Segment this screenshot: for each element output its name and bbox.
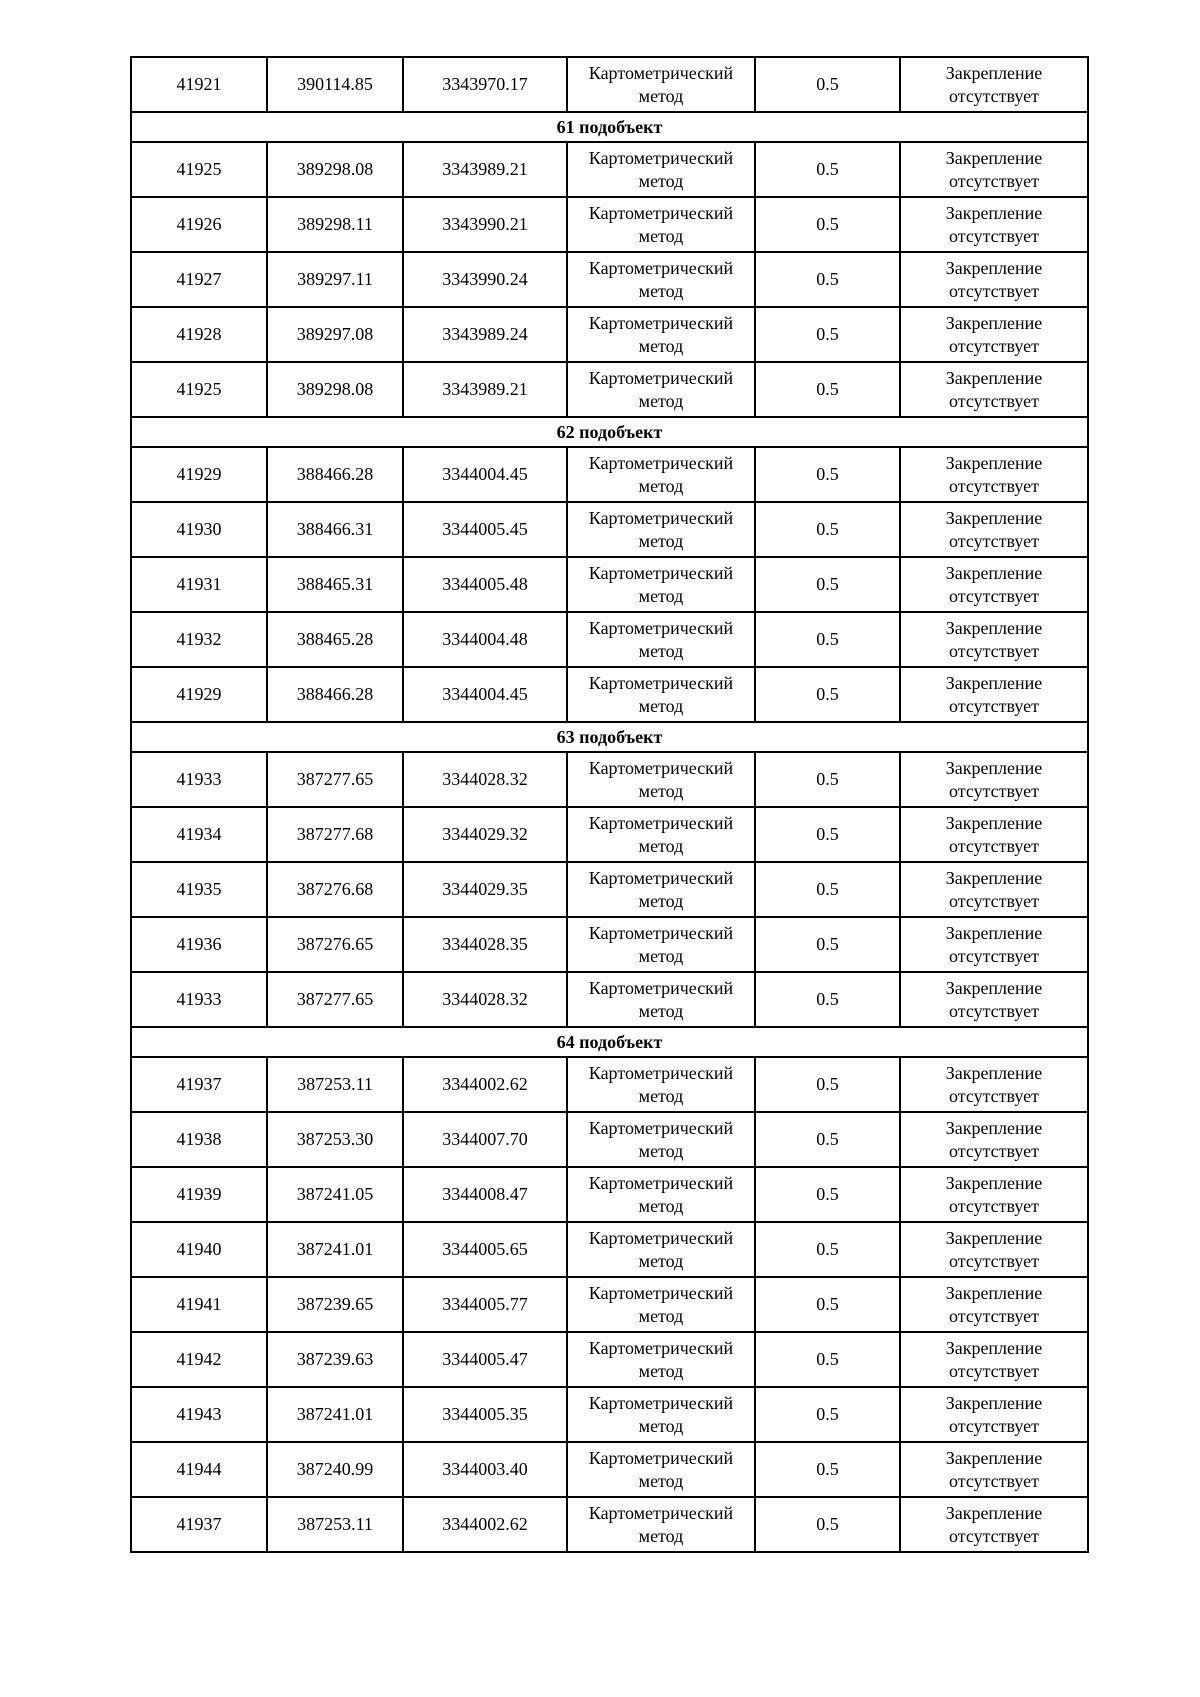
method-cell: Картометрический метод bbox=[567, 1167, 755, 1222]
coordinates-table bbox=[130, 56, 1089, 1553]
table-row bbox=[131, 972, 1088, 1027]
method-cell: Картометрический метод bbox=[567, 197, 755, 252]
section-header-row bbox=[131, 112, 1088, 142]
x-coordinate-cell: 387277.65 bbox=[267, 972, 403, 1027]
point-number-cell: 41929 bbox=[131, 667, 267, 722]
accuracy-cell: 0.5 bbox=[755, 1277, 900, 1332]
table-row bbox=[131, 1497, 1088, 1552]
table-row bbox=[131, 1332, 1088, 1387]
method-cell: Картометрический метод bbox=[567, 972, 755, 1027]
point-number-cell: 41921 bbox=[131, 57, 267, 112]
accuracy-cell: 0.5 bbox=[755, 1057, 900, 1112]
x-coordinate-cell: 390114.85 bbox=[267, 57, 403, 112]
method-cell: Картометрический метод bbox=[567, 307, 755, 362]
fixing-cell: Закрепление отсутствует bbox=[900, 1167, 1088, 1222]
method-cell: Картометрический метод bbox=[567, 1442, 755, 1497]
accuracy-cell: 0.5 bbox=[755, 57, 900, 112]
x-coordinate-cell: 388466.31 bbox=[267, 502, 403, 557]
y-coordinate-cell: 3344005.47 bbox=[403, 1332, 567, 1387]
point-number-cell: 41943 bbox=[131, 1387, 267, 1442]
accuracy-cell: 0.5 bbox=[755, 1497, 900, 1552]
table-row bbox=[131, 502, 1088, 557]
point-number-cell: 41939 bbox=[131, 1167, 267, 1222]
y-coordinate-cell: 3343989.24 bbox=[403, 307, 567, 362]
point-number-cell: 41942 bbox=[131, 1332, 267, 1387]
table-row bbox=[131, 917, 1088, 972]
accuracy-cell: 0.5 bbox=[755, 447, 900, 502]
method-cell: Картометрический метод bbox=[567, 917, 755, 972]
accuracy-cell: 0.5 bbox=[755, 502, 900, 557]
y-coordinate-cell: 3343989.21 bbox=[403, 362, 567, 417]
accuracy-cell: 0.5 bbox=[755, 1112, 900, 1167]
point-number-cell: 41934 bbox=[131, 807, 267, 862]
y-coordinate-cell: 3344005.48 bbox=[403, 557, 567, 612]
method-cell: Картометрический метод bbox=[567, 1112, 755, 1167]
point-number-cell: 41937 bbox=[131, 1057, 267, 1112]
fixing-cell: Закрепление отсутствует bbox=[900, 1222, 1088, 1277]
table-row bbox=[131, 307, 1088, 362]
table-row bbox=[131, 752, 1088, 807]
fixing-cell: Закрепление отсутствует bbox=[900, 917, 1088, 972]
method-cell: Картометрический метод bbox=[567, 1222, 755, 1277]
y-coordinate-cell: 3344029.35 bbox=[403, 862, 567, 917]
point-number-cell: 41940 bbox=[131, 1222, 267, 1277]
y-coordinate-cell: 3344028.32 bbox=[403, 752, 567, 807]
point-number-cell: 41927 bbox=[131, 252, 267, 307]
table-row bbox=[131, 362, 1088, 417]
coordinates-table-body bbox=[131, 57, 1088, 1552]
table-row bbox=[131, 557, 1088, 612]
method-cell: Картометрический метод bbox=[567, 862, 755, 917]
fixing-cell: Закрепление отсутствует bbox=[900, 752, 1088, 807]
y-coordinate-cell: 3344004.48 bbox=[403, 612, 567, 667]
table-row bbox=[131, 667, 1088, 722]
y-coordinate-cell: 3344005.45 bbox=[403, 502, 567, 557]
section-header-row bbox=[131, 417, 1088, 447]
point-number-cell: 41937 bbox=[131, 1497, 267, 1552]
x-coordinate-cell: 387253.11 bbox=[267, 1497, 403, 1552]
method-cell: Картометрический метод bbox=[567, 752, 755, 807]
y-coordinate-cell: 3344028.32 bbox=[403, 972, 567, 1027]
fixing-cell: Закрепление отсутствует bbox=[900, 862, 1088, 917]
method-cell: Картометрический метод bbox=[567, 667, 755, 722]
x-coordinate-cell: 389297.11 bbox=[267, 252, 403, 307]
fixing-cell: Закрепление отсутствует bbox=[900, 667, 1088, 722]
x-coordinate-cell: 389298.08 bbox=[267, 362, 403, 417]
method-cell: Картометрический метод bbox=[567, 612, 755, 667]
point-number-cell: 41925 bbox=[131, 142, 267, 197]
y-coordinate-cell: 3344005.77 bbox=[403, 1277, 567, 1332]
method-cell: Картометрический метод bbox=[567, 362, 755, 417]
method-cell: Картометрический метод bbox=[567, 1332, 755, 1387]
x-coordinate-cell: 389298.08 bbox=[267, 142, 403, 197]
fixing-cell: Закрепление отсутствует bbox=[900, 307, 1088, 362]
table-row bbox=[131, 57, 1088, 112]
fixing-cell: Закрепление отсутствует bbox=[900, 807, 1088, 862]
x-coordinate-cell: 389298.11 bbox=[267, 197, 403, 252]
table-row bbox=[131, 447, 1088, 502]
point-number-cell: 41935 bbox=[131, 862, 267, 917]
method-cell: Картометрический метод bbox=[567, 57, 755, 112]
point-number-cell: 41925 bbox=[131, 362, 267, 417]
accuracy-cell: 0.5 bbox=[755, 1387, 900, 1442]
x-coordinate-cell: 387276.65 bbox=[267, 917, 403, 972]
table-row bbox=[131, 1442, 1088, 1497]
table-row bbox=[131, 1167, 1088, 1222]
fixing-cell: Закрепление отсутствует bbox=[900, 1112, 1088, 1167]
point-number-cell: 41932 bbox=[131, 612, 267, 667]
table-row bbox=[131, 862, 1088, 917]
y-coordinate-cell: 3344002.62 bbox=[403, 1057, 567, 1112]
point-number-cell: 41938 bbox=[131, 1112, 267, 1167]
method-cell: Картометрический метод bbox=[567, 1387, 755, 1442]
point-number-cell: 41944 bbox=[131, 1442, 267, 1497]
fixing-cell: Закрепление отсутствует bbox=[900, 57, 1088, 112]
table-row bbox=[131, 807, 1088, 862]
method-cell: Картометрический метод bbox=[567, 502, 755, 557]
method-cell: Картометрический метод bbox=[567, 1057, 755, 1112]
accuracy-cell: 0.5 bbox=[755, 667, 900, 722]
y-coordinate-cell: 3344029.32 bbox=[403, 807, 567, 862]
y-coordinate-cell: 3344005.65 bbox=[403, 1222, 567, 1277]
accuracy-cell: 0.5 bbox=[755, 862, 900, 917]
table-row bbox=[131, 197, 1088, 252]
y-coordinate-cell: 3344002.62 bbox=[403, 1497, 567, 1552]
y-coordinate-cell: 3343990.24 bbox=[403, 252, 567, 307]
y-coordinate-cell: 3344004.45 bbox=[403, 447, 567, 502]
accuracy-cell: 0.5 bbox=[755, 142, 900, 197]
section-header: 61 подобъект bbox=[131, 112, 1088, 142]
fixing-cell: Закрепление отсутствует bbox=[900, 557, 1088, 612]
method-cell: Картометрический метод bbox=[567, 1277, 755, 1332]
fixing-cell: Закрепление отсутствует bbox=[900, 1497, 1088, 1552]
x-coordinate-cell: 388466.28 bbox=[267, 667, 403, 722]
fixing-cell: Закрепление отсутствует bbox=[900, 362, 1088, 417]
accuracy-cell: 0.5 bbox=[755, 752, 900, 807]
x-coordinate-cell: 387276.68 bbox=[267, 862, 403, 917]
method-cell: Картометрический метод bbox=[567, 252, 755, 307]
accuracy-cell: 0.5 bbox=[755, 612, 900, 667]
accuracy-cell: 0.5 bbox=[755, 1332, 900, 1387]
point-number-cell: 41933 bbox=[131, 752, 267, 807]
y-coordinate-cell: 3344007.70 bbox=[403, 1112, 567, 1167]
fixing-cell: Закрепление отсутствует bbox=[900, 197, 1088, 252]
method-cell: Картометрический метод bbox=[567, 557, 755, 612]
table-row bbox=[131, 1222, 1088, 1277]
fixing-cell: Закрепление отсутствует bbox=[900, 252, 1088, 307]
accuracy-cell: 0.5 bbox=[755, 1222, 900, 1277]
point-number-cell: 41928 bbox=[131, 307, 267, 362]
section-header: 62 подобъект bbox=[131, 417, 1088, 447]
accuracy-cell: 0.5 bbox=[755, 557, 900, 612]
table-row bbox=[131, 1057, 1088, 1112]
fixing-cell: Закрепление отсутствует bbox=[900, 447, 1088, 502]
table-row bbox=[131, 1277, 1088, 1332]
method-cell: Картометрический метод bbox=[567, 447, 755, 502]
x-coordinate-cell: 387253.11 bbox=[267, 1057, 403, 1112]
x-coordinate-cell: 389297.08 bbox=[267, 307, 403, 362]
accuracy-cell: 0.5 bbox=[755, 917, 900, 972]
accuracy-cell: 0.5 bbox=[755, 362, 900, 417]
accuracy-cell: 0.5 bbox=[755, 1167, 900, 1222]
fixing-cell: Закрепление отсутствует bbox=[900, 1057, 1088, 1112]
table-row bbox=[131, 612, 1088, 667]
method-cell: Картометрический метод bbox=[567, 142, 755, 197]
fixing-cell: Закрепление отсутствует bbox=[900, 1332, 1088, 1387]
section-header: 64 подобъект bbox=[131, 1027, 1088, 1057]
fixing-cell: Закрепление отсутствует bbox=[900, 1277, 1088, 1332]
x-coordinate-cell: 388466.28 bbox=[267, 447, 403, 502]
y-coordinate-cell: 3344004.45 bbox=[403, 667, 567, 722]
y-coordinate-cell: 3344003.40 bbox=[403, 1442, 567, 1497]
fixing-cell: Закрепление отсутствует bbox=[900, 502, 1088, 557]
x-coordinate-cell: 387241.05 bbox=[267, 1167, 403, 1222]
accuracy-cell: 0.5 bbox=[755, 252, 900, 307]
method-cell: Картометрический метод bbox=[567, 807, 755, 862]
fixing-cell: Закрепление отсутствует bbox=[900, 142, 1088, 197]
point-number-cell: 41930 bbox=[131, 502, 267, 557]
y-coordinate-cell: 3343989.21 bbox=[403, 142, 567, 197]
point-number-cell: 41929 bbox=[131, 447, 267, 502]
table-row bbox=[131, 1112, 1088, 1167]
table-row bbox=[131, 252, 1088, 307]
point-number-cell: 41931 bbox=[131, 557, 267, 612]
x-coordinate-cell: 387277.65 bbox=[267, 752, 403, 807]
x-coordinate-cell: 387240.99 bbox=[267, 1442, 403, 1497]
x-coordinate-cell: 388465.31 bbox=[267, 557, 403, 612]
section-header: 63 подобъект bbox=[131, 722, 1088, 752]
section-header-row bbox=[131, 722, 1088, 752]
point-number-cell: 41941 bbox=[131, 1277, 267, 1332]
accuracy-cell: 0.5 bbox=[755, 197, 900, 252]
table-row bbox=[131, 142, 1088, 197]
point-number-cell: 41926 bbox=[131, 197, 267, 252]
accuracy-cell: 0.5 bbox=[755, 307, 900, 362]
x-coordinate-cell: 387277.68 bbox=[267, 807, 403, 862]
accuracy-cell: 0.5 bbox=[755, 807, 900, 862]
x-coordinate-cell: 387239.65 bbox=[267, 1277, 403, 1332]
fixing-cell: Закрепление отсутствует bbox=[900, 1387, 1088, 1442]
fixing-cell: Закрепление отсутствует bbox=[900, 1442, 1088, 1497]
x-coordinate-cell: 387241.01 bbox=[267, 1387, 403, 1442]
y-coordinate-cell: 3343990.21 bbox=[403, 197, 567, 252]
table-row bbox=[131, 1387, 1088, 1442]
accuracy-cell: 0.5 bbox=[755, 1442, 900, 1497]
point-number-cell: 41936 bbox=[131, 917, 267, 972]
method-cell: Картометрический метод bbox=[567, 1497, 755, 1552]
x-coordinate-cell: 387241.01 bbox=[267, 1222, 403, 1277]
y-coordinate-cell: 3344008.47 bbox=[403, 1167, 567, 1222]
x-coordinate-cell: 387253.30 bbox=[267, 1112, 403, 1167]
fixing-cell: Закрепление отсутствует bbox=[900, 612, 1088, 667]
x-coordinate-cell: 387239.63 bbox=[267, 1332, 403, 1387]
fixing-cell: Закрепление отсутствует bbox=[900, 972, 1088, 1027]
section-header-row bbox=[131, 1027, 1088, 1057]
y-coordinate-cell: 3343970.17 bbox=[403, 57, 567, 112]
y-coordinate-cell: 3344005.35 bbox=[403, 1387, 567, 1442]
x-coordinate-cell: 388465.28 bbox=[267, 612, 403, 667]
point-number-cell: 41933 bbox=[131, 972, 267, 1027]
accuracy-cell: 0.5 bbox=[755, 972, 900, 1027]
y-coordinate-cell: 3344028.35 bbox=[403, 917, 567, 972]
